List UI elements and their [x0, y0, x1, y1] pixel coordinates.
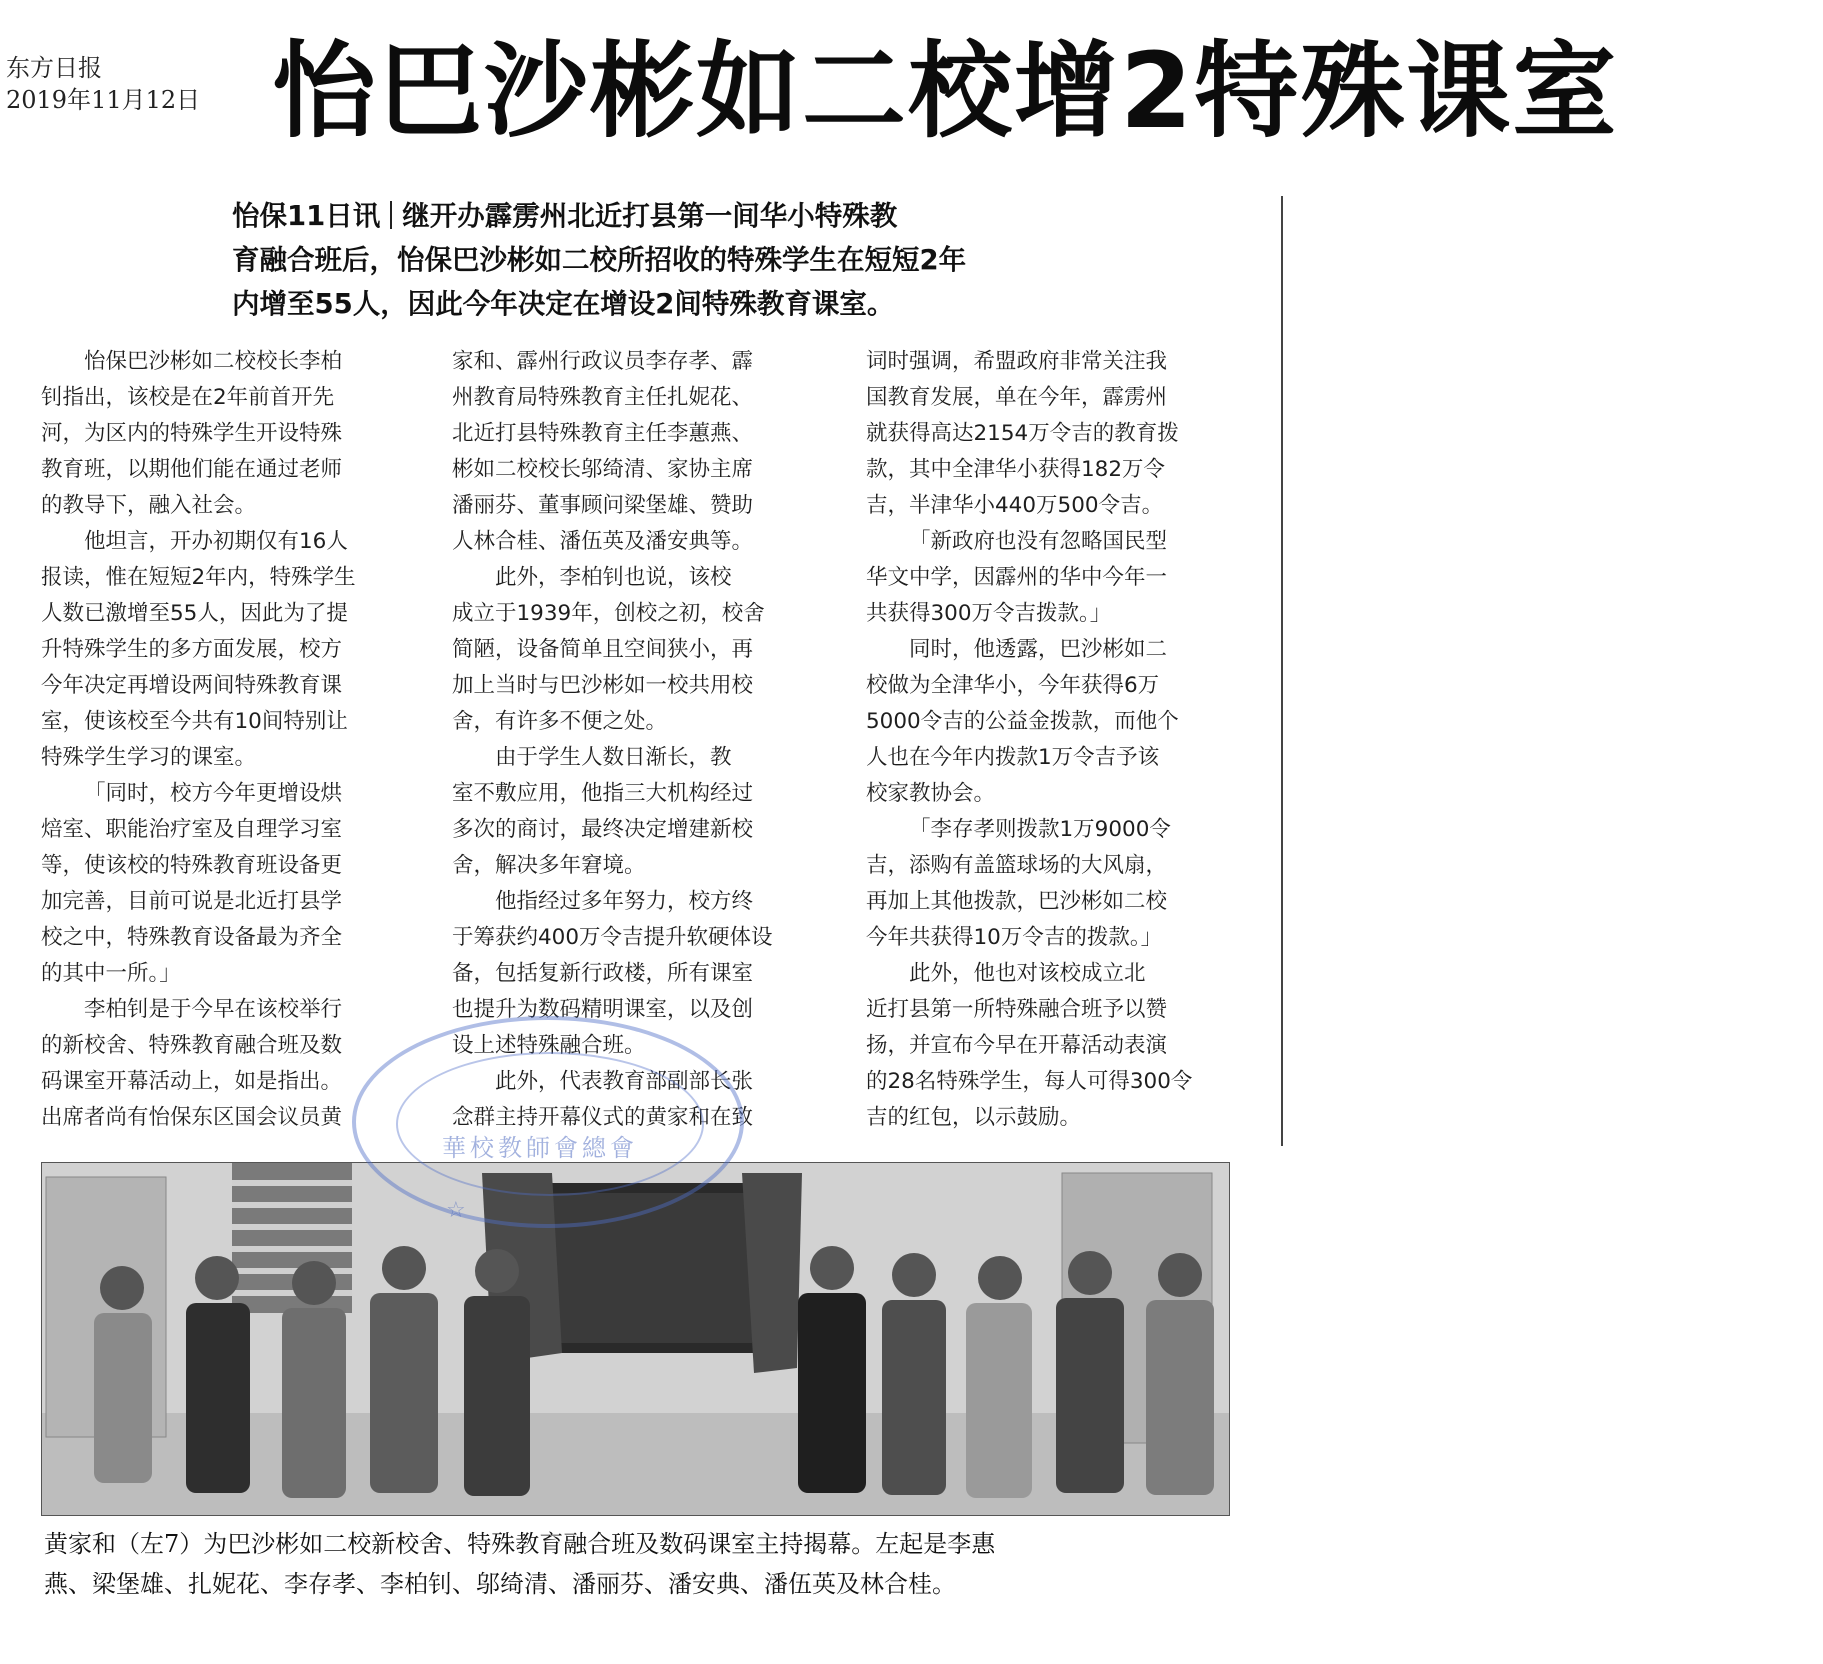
article-text-line: 河，为区内的特殊学生开设特殊 — [41, 421, 343, 446]
article-text-line: 人数已激增至55人，因此为了提 — [41, 601, 348, 626]
article-text-line: 扬，并宣布今早在开幕活动表演 — [866, 1033, 1168, 1058]
article-text-line: 北近打县特殊教育主任李蕙燕、 — [452, 421, 754, 446]
stamp-text: 華校教師會總會 — [442, 1134, 638, 1162]
lead-paragraph — [232, 194, 1032, 326]
article-text-line: 简陋，设备简单且空间狭小，再 — [452, 637, 754, 662]
article-text-line: 他指经过多年努力，校方终 — [495, 889, 754, 914]
article-text-line: 「新政府也没有忽略国民型 — [909, 529, 1168, 554]
article-text-line: 州教育局特殊教育主任扎妮花、 — [452, 385, 754, 410]
article-text-line: 成立于1939年，创校之初，校舍 — [452, 601, 765, 626]
article-text-line: 款，其中全津华小获得182万令 — [866, 457, 1166, 482]
lead-line-2: 育融合班后，怡保巴沙彬如二校所招收的特殊学生在短短2年 — [232, 244, 967, 276]
article-text-line: 怡保巴沙彬如二校校长李柏 — [84, 349, 343, 374]
article-text-line: 词时强调，希盟政府非常关注我 — [866, 349, 1168, 374]
article-text-line: 此外，他也对该校成立北 — [909, 961, 1146, 986]
column-divider — [1281, 196, 1283, 1146]
caption-line-2: 燕、梁堡雄、扎妮花、李存孝、李柏钊、邬绮清、潘丽芬、潘安典、潘伍英及林合桂。 — [44, 1570, 956, 1598]
article-text-line: 校之中，特殊教育设备最为齐全 — [41, 925, 343, 950]
article-text-line: 「同时，校方今年更增设烘 — [84, 781, 343, 806]
stamp-inner-ring — [396, 1052, 704, 1196]
lead-text-1: 继开办霹雳州北近打县第一间华小特殊教 — [402, 200, 898, 232]
association-stamp — [352, 1016, 744, 1228]
article-text-line: 焙室、职能治疗室及自理学习室 — [41, 817, 343, 842]
article-text-line: 报读，惟在短短2年内，特殊学生 — [41, 565, 356, 590]
lead-line-3: 内增至55人，因此今年决定在增设2间特殊教育课室。 — [232, 288, 895, 320]
photo-caption — [44, 1524, 995, 1604]
article-text-line: 李柏钊是于今早在该校举行 — [84, 997, 343, 1022]
article-text-line: 他坦言，开办初期仅有16人 — [84, 529, 348, 554]
article-text-line: 校做为全津华小，今年获得6万 — [866, 673, 1160, 698]
article-text-line: 钊指出，该校是在2年前首开先 — [41, 385, 335, 410]
article-text-line: 室不敷应用，他指三大机构经过 — [452, 781, 754, 806]
article-text-line: 的28名特殊学生，每人可得300令 — [866, 1069, 1193, 1094]
article-text-line: 等，使该校的特殊教育班设备更 — [41, 853, 343, 878]
article-text-line: 人也在今年内拨款1万令吉予该 — [866, 745, 1160, 770]
article-text-line: 今年共获得10万令吉的拨款。」 — [866, 925, 1163, 950]
article-text-line: 此外，李柏钊也说，该校 — [495, 565, 732, 590]
lead-line-1 — [232, 194, 1032, 238]
source-info — [6, 52, 200, 116]
article-text-line: 舍，解决多年窘境。 — [452, 853, 646, 878]
article-text-line: 同时，他透露，巴沙彬如二 — [909, 637, 1168, 662]
article-text-line: 「李存孝则拨款1万9000令 — [909, 817, 1171, 842]
article-text-line: 室，使该校至今共有10间特别让 — [41, 709, 348, 734]
article-text-line: 国教育发展，单在今年，霹雳州 — [866, 385, 1168, 410]
article-text-line: 人林合桂、潘伍英及潘安典等。 — [452, 529, 754, 554]
article-text-line: 由于学生人数日渐长，教 — [495, 745, 732, 770]
article-text-line: 的教导下，融入社会。 — [41, 493, 257, 518]
article-text-line: 近打县第一所特殊融合班予以赞 — [866, 997, 1168, 1022]
article-text-line: 吉，添购有盖篮球场的大风扇， — [866, 853, 1168, 878]
article-text-line: 今年决定再增设两间特殊教育课 — [41, 673, 343, 698]
article-text-line: 就获得高达2154万令吉的教育拨 — [866, 421, 1179, 446]
publication-name: 东方日报 — [6, 54, 102, 82]
article-text-line: 校家教协会。 — [866, 781, 996, 806]
article-text-line: 教育班，以期他们能在通过老师 — [41, 457, 343, 482]
article-text-line: 彬如二校校长邬绮清、家协主席 — [452, 457, 754, 482]
article-text-line: 备，包括复新行政楼，所有课室 — [452, 961, 754, 986]
star-icon: ☆ — [446, 1198, 466, 1223]
article-text-line: 念群主持开幕仪式的黄家和在致 — [452, 1105, 754, 1130]
article-text-line: 也提升为数码精明课室，以及创 — [452, 997, 754, 1022]
dateline: 怡保11日讯 — [232, 200, 381, 232]
article-text-line: 舍，有许多不便之处。 — [452, 709, 668, 734]
article-text-line: 设上述特殊融合班。 — [452, 1033, 646, 1058]
article-text-line: 5000令吉的公益金拨款，而他个 — [866, 709, 1179, 734]
article-text-line: 出席者尚有怡保东区国会议员黄 — [41, 1105, 343, 1130]
article-text-line: 于筹获约400万令吉提升软硬体设 — [452, 925, 773, 950]
article-text-line: 的其中一所。」 — [41, 961, 181, 986]
article-text-line: 此外，代表教育部副部长张 — [495, 1069, 754, 1094]
article-text-line: 码课室开幕活动上，如是指出。 — [41, 1069, 343, 1094]
article-text-line: 共获得300万令吉拨款。」 — [866, 601, 1112, 626]
article-text-line: 华文中学，因霹州的华中今年一 — [866, 565, 1168, 590]
dateline-separator — [390, 201, 392, 229]
article-column-3 — [866, 344, 1252, 1136]
article-text-line: 多次的商讨，最终决定增建新校 — [452, 817, 754, 842]
article-text-line: 升特殊学生的多方面发展，校方 — [41, 637, 343, 662]
article-text-line: 吉的红包，以示鼓励。 — [866, 1105, 1082, 1130]
article-text-line: 加完善，目前可说是北近打县学 — [41, 889, 343, 914]
article-text-line: 吉，半津华小440万500令吉。 — [866, 493, 1164, 518]
article-text-line: 的新校舍、特殊教育融合班及数 — [41, 1033, 343, 1058]
article-text-line: 特殊学生学习的课室。 — [41, 745, 257, 770]
headline: 怡巴沙彬如二校增2特殊课室 — [272, 30, 1619, 152]
publication-date: 2019年11月12日 — [6, 86, 201, 114]
article-text-line: 再加上其他拨款，巴沙彬如二校 — [866, 889, 1168, 914]
article-text-line: 潘丽芬、董事顾问梁堡雄、赞助 — [452, 493, 754, 518]
caption-line-1: 黄家和（左7）为巴沙彬如二校新校舍、特殊教育融合班及数码课室主持揭幕。左起是李惠 — [44, 1530, 996, 1558]
article-text-line: 加上当时与巴沙彬如一校共用校 — [452, 673, 754, 698]
article-column-1 — [41, 344, 427, 1136]
article-text-line: 家和、霹州行政议员李存孝、霹 — [452, 349, 754, 374]
